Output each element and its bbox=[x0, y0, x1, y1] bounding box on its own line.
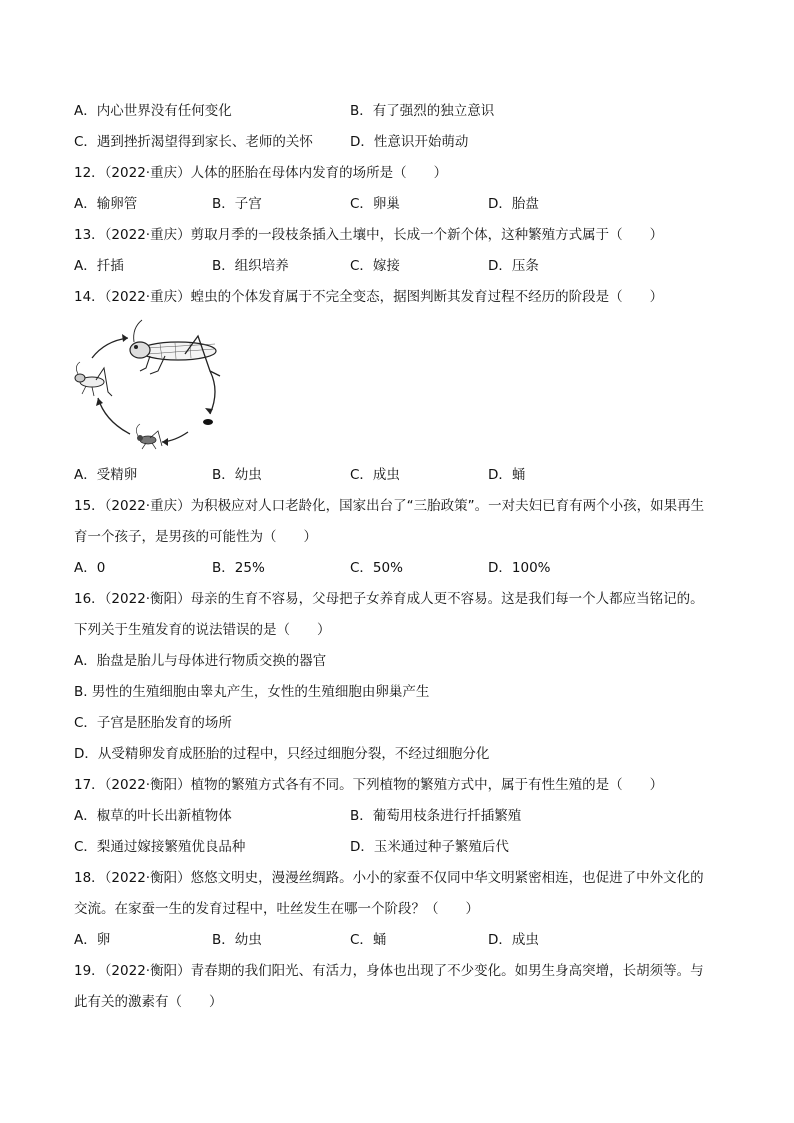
q16-stem-line1: 16．（2022·衡阳）母亲的生育不容易，父母把子女养育成人更不容易。这是我们每一个人都应当铭记的。 bbox=[74, 591, 704, 607]
q18-stem-line1: 18．（2022·衡阳）悠悠文明史，漫漫丝绸路。小小的家蚕不仅同中华文明紧密相连，也促进了中外文化的 bbox=[74, 870, 704, 886]
q19-stem-line2: 此有关的激素有（ ） bbox=[74, 994, 223, 1010]
q13-stem: 13．（2022·重庆）剪取月季的一段枝条插入土壤中，长成一个新个体，这种繁殖方式属于（ ） bbox=[74, 227, 664, 243]
q16-option-d: D．从受精卵发育成胚胎的过程中，只经过细胞分裂，不经过细胞分化 bbox=[74, 746, 490, 762]
q15-stem-line2: 育一个孩子，是男孩的可能性为（ ） bbox=[74, 529, 317, 545]
q12-option-b: B．子宫 bbox=[212, 196, 262, 212]
q14-option-a: A．受精卵 bbox=[74, 467, 138, 483]
large-nymph-drawing bbox=[75, 362, 112, 396]
q14-option-b: B．幼虫 bbox=[212, 467, 262, 483]
q11-option-c: C．遇到挫折渴望得到家长、老师的关怀 bbox=[74, 134, 313, 150]
q17-stem: 17．（2022·衡阳）植物的繁殖方式各有不同。下列植物的繁殖方式中，属于有性生殖的是（ ） bbox=[74, 777, 664, 793]
q13-option-c: C．嫁接 bbox=[350, 258, 400, 274]
q18-stem-line2: 交流。在家蚕一生的发育过程中，吐丝发生在哪一个阶段？（ ） bbox=[74, 901, 479, 917]
q12-option-c: C．卵巢 bbox=[350, 196, 400, 212]
q12-option-d: D．胎盘 bbox=[488, 196, 539, 212]
q17-option-c: C．梨通过嫁接繁殖优良品种 bbox=[74, 839, 246, 855]
q16-option-b: B. 男性的生殖细胞由睾丸产生，女性的生殖细胞由卵巢产生 bbox=[74, 684, 430, 700]
q13-option-a: A．扦插 bbox=[74, 258, 124, 274]
q15-option-b: B．25% bbox=[212, 560, 265, 576]
q11-option-b: B．有了强烈的独立意识 bbox=[350, 103, 495, 119]
q17-option-b: B．葡萄用枝条进行扦插繁殖 bbox=[350, 808, 522, 824]
cycle-arc-bottom-left bbox=[98, 398, 130, 434]
q16-stem-line2: 下列关于生殖发育的说法错误的是（ ） bbox=[74, 622, 331, 638]
q16-option-a: A．胎盘是胎儿与母体进行物质交换的器官 bbox=[74, 653, 327, 669]
q17-option-a: A．椒草的叶长出新植物体 bbox=[74, 808, 232, 824]
arrow-head-1 bbox=[122, 334, 128, 342]
arrow-head-4 bbox=[96, 398, 103, 406]
q14-stem: 14．（2022·重庆）蝗虫的个体发育属于不完全变态，据图判断其发育过程不经历的阶段是（ ） bbox=[74, 289, 664, 305]
q15-stem-line1: 15．（2022·重庆）为积极应对人口老龄化，国家出台了“三胎政策”。一对夫妇已育有两个小孩，如果再生 bbox=[74, 498, 705, 514]
q12-option-a: A．输卵管 bbox=[74, 196, 138, 212]
q13-option-b: B．组织培养 bbox=[212, 258, 289, 274]
q18-option-c: C．蛹 bbox=[350, 932, 387, 948]
cycle-arc-right bbox=[210, 371, 215, 414]
q14-option-d: D．蛹 bbox=[488, 467, 526, 483]
q11-option-a: A．内心世界没有任何变化 bbox=[74, 103, 232, 119]
q16-option-c: C．子宫是胚胎发育的场所 bbox=[74, 715, 232, 731]
q11-option-d: D．性意识开始萌动 bbox=[350, 134, 469, 150]
adult-locust-drawing bbox=[130, 320, 220, 376]
q12-stem: 12．（2022·重庆）人体的胚胎在母体内发育的场所是（ ） bbox=[74, 165, 448, 181]
small-nymph-drawing bbox=[136, 424, 162, 449]
q14-option-c: C．成虫 bbox=[350, 467, 400, 483]
q18-option-b: B．幼虫 bbox=[212, 932, 262, 948]
egg-drawing bbox=[203, 419, 213, 425]
q19-stem-line1: 19．（2022·衡阳）青春期的我们阳光、有活力，身体也出现了不少变化。如男生身高突增，长胡须等。与 bbox=[74, 963, 704, 979]
q15-option-c: C．50% bbox=[350, 560, 403, 576]
q18-option-a: A．卵 bbox=[74, 932, 111, 948]
arrow-head-3 bbox=[162, 438, 168, 446]
q18-option-d: D．成虫 bbox=[488, 932, 539, 948]
q17-option-d: D．玉米通过种子繁殖后代 bbox=[350, 839, 509, 855]
cycle-arc-top-left bbox=[92, 338, 128, 358]
q15-option-a: A．0 bbox=[74, 560, 106, 576]
locust-life-cycle-figure bbox=[70, 316, 230, 456]
q13-option-d: D．压条 bbox=[488, 258, 539, 274]
q15-option-d: D．100% bbox=[488, 560, 551, 576]
